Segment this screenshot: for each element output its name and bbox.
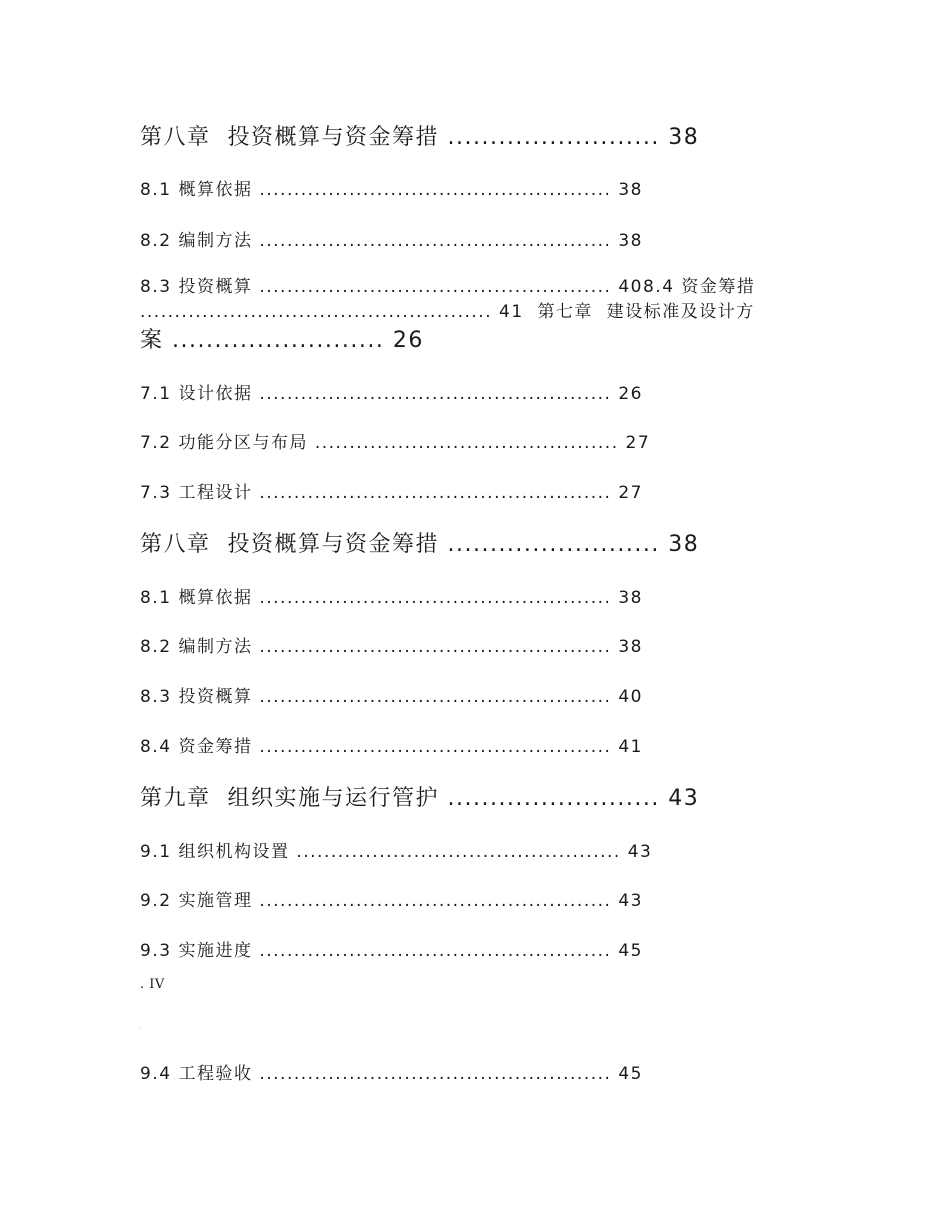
toc-section-9-1[interactable]: 9.1 组织机构设置 ............................................... 43 [140,842,653,862]
page-number: . IV [140,977,165,992]
toc-chapter-8-first[interactable]: 第八章 投资概算与资金筹措 ......................... 38 [140,125,700,150]
toc-chapter-9[interactable]: 第九章 组织实施与运行管护 ......................... 43 [140,786,700,811]
toc-section-9-4[interactable]: 9.4 工程验收 ................................................... 45 [140,1064,643,1084]
toc-section-9-2[interactable]: 9.2 实施管理 ................................................... 43 [140,891,643,911]
toc-section-7-2[interactable]: 7.2 功能分区与布局 ............................................ 27 [140,433,651,453]
toc-wrapped-line-2[interactable]: 案 ......................... 26 [140,328,424,353]
toc-section-9-3[interactable]: 9.3 实施进度 ................................................... 45 [140,941,643,961]
toc-section-8-1-first[interactable]: 8.1 概算依据 ................................................... 38 [140,180,643,200]
toc-section-8-2-first[interactable]: 8.2 编制方法 ................................................... 38 [140,231,643,251]
toc-section-7-1[interactable]: 7.1 设计依据 ................................................... 26 [140,384,643,404]
toc-section-8-2-second[interactable]: 8.2 编制方法 ................................................... 38 [140,637,643,657]
toc-section-8-1-second[interactable]: 8.1 概算依据 ................................................... 38 [140,588,643,608]
toc-section-8-3-merged[interactable]: 8.3 投资概算 ................................................... 408.4 资金筹措 [140,277,756,297]
toc-chapter-8-second[interactable]: 第八章 投资概算与资金筹措 ......................... 38 [140,532,700,557]
toc-section-8-3-second[interactable]: 8.3 投资概算 ................................................... 40 [140,687,643,707]
toc-section-7-3[interactable]: 7.3 工程设计 ................................................... 27 [140,483,643,503]
stray-dot: . [140,1024,144,1031]
toc-section-8-4[interactable]: 8.4 资金筹措 ................................................... 41 [140,737,643,757]
toc-wrapped-line-1[interactable]: ................................................... 41 第七章 建设标准及设计方 [140,302,755,322]
